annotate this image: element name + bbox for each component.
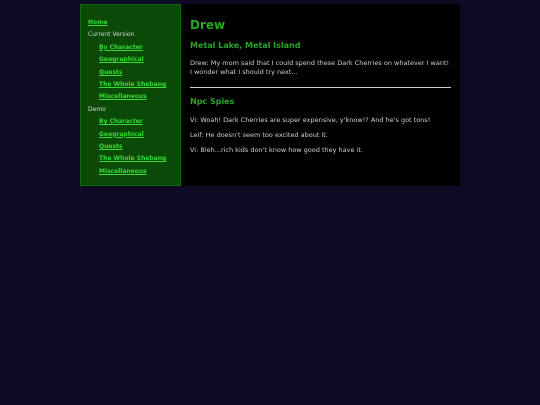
npc-line: Leif: He doesn't seem too excited about it. (190, 131, 328, 139)
nav-section-current-version: Current Version (88, 31, 135, 39)
nav-item-demo-miscellaneous (81, 166, 180, 178)
current-whole-shebang-link[interactable]: The Whole Shebang (99, 80, 167, 88)
nav-item-demo-geographical (81, 129, 180, 141)
nav-item-demo-by-character (81, 116, 180, 128)
page-title: Drew (190, 18, 226, 32)
current-quests-link[interactable]: Quests (99, 68, 123, 76)
demo-geographical-link[interactable]: Geographical (99, 130, 144, 138)
demo-whole-shebang-link[interactable]: The Whole Shebang (99, 155, 167, 163)
nav-item-current-miscellaneous (81, 91, 180, 103)
sidebar-nav (80, 4, 181, 186)
section-divider (190, 87, 451, 88)
nav-item-current-geographical (81, 54, 180, 66)
npc-line: Vi: Woah! Dark Cherries are super expensive, y'know!? And he's got tons! (190, 116, 431, 124)
demo-by-character-link[interactable]: By Character (99, 118, 143, 126)
npc-spies-heading: Npc Spies (190, 97, 235, 106)
character-dialogue: Drew: My mom said that I could spend these Dark Cherries on whatever I want! I wonder what I should try next... (190, 59, 450, 76)
nav-section-demo: Demo (88, 105, 106, 113)
content-panel (181, 4, 460, 186)
nav-item-current-whole-shebang (81, 79, 180, 91)
demo-quests-link[interactable]: Quests (99, 142, 123, 150)
current-by-character-link[interactable]: By Character (99, 43, 143, 51)
location-heading: Metal Lake, Metal Island (190, 41, 301, 50)
nav-item-current-by-character (81, 42, 180, 54)
current-miscellaneous-link[interactable]: Miscellaneous (99, 93, 147, 101)
home-link[interactable]: Home (88, 19, 108, 26)
page-wrapper (80, 4, 460, 186)
npc-line: Vi: Bleh...rich kids don't know how good they have it. (190, 146, 363, 154)
current-geographical-link[interactable]: Geographical (99, 56, 144, 64)
nav-item-home (81, 17, 180, 29)
nav-item-demo-whole-shebang (81, 153, 180, 165)
demo-miscellaneous-link[interactable]: Miscellaneous (99, 167, 147, 175)
nav-item-current-quests (81, 67, 180, 79)
nav-item-demo-quests (81, 141, 180, 153)
